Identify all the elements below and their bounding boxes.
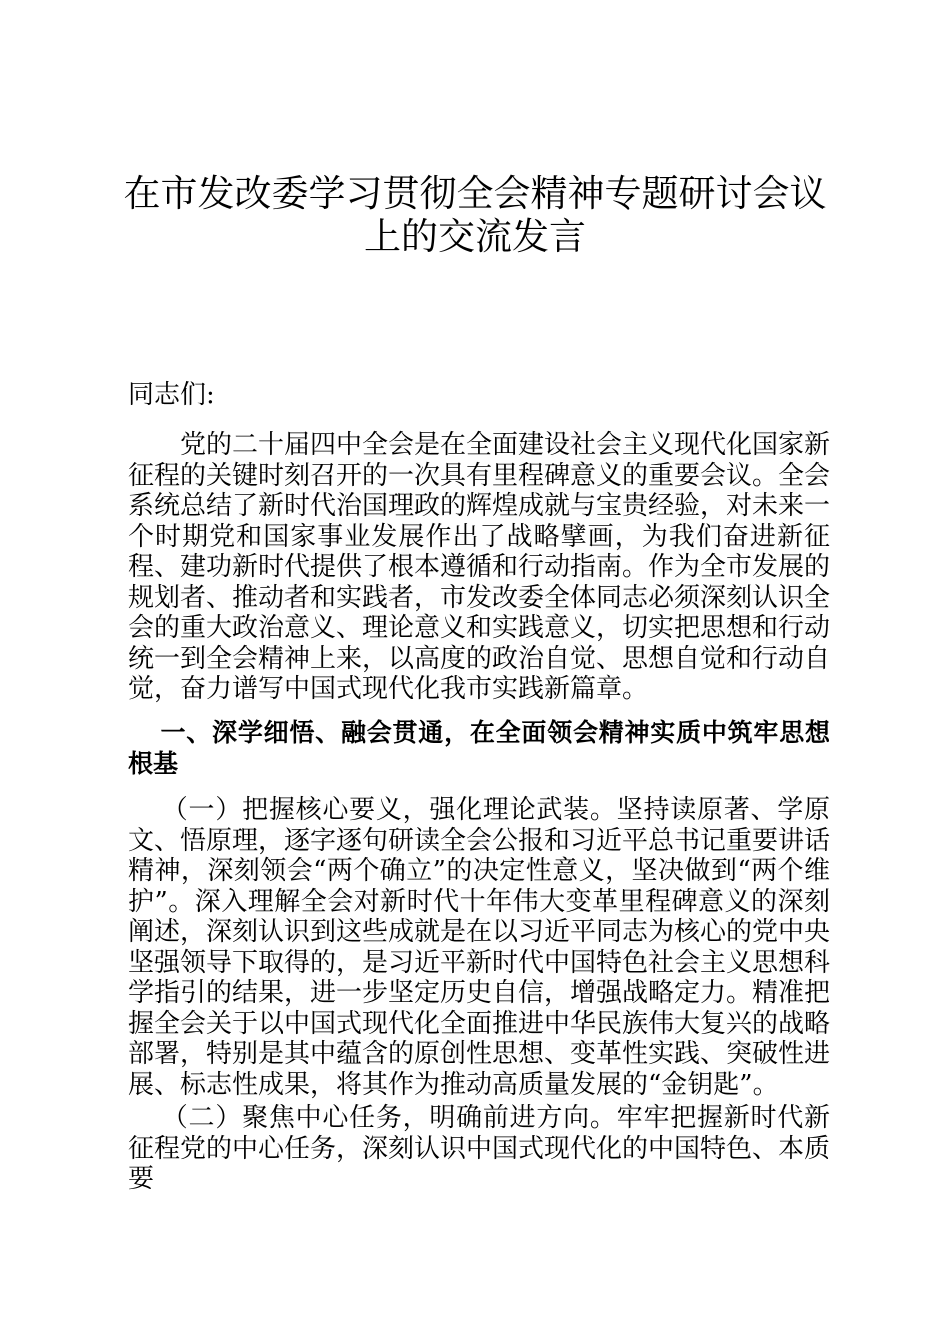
intro-paragraph: 党的二十届四中全会是在全面建设社会主义现代化国家新征程的关键时刻召开的一次具有里程碑意义的重要会议。全会系统总结了新时代治国理政的辉煌成就与宝贵经验，对未来一个时期党和国家事业发展作出了战略擘画，为我们奋进新征程、建功新时代提供了根本遵循和行动指南。作为全市发展的规划者、推动者和实践者，市发改委全体同志必须深刻认识全会的重大政治意义、理论意义和实践意义，切实把思想和行动统一到全会精神上来，以高度的政治自觉、思想自觉和行动自觉，奋力谱写中国式现代化我市实践新篇章。 (128, 430, 831, 704)
document-title: 在市发改委学习贯彻全会精神专题研讨会议上的交流发言 (123, 172, 827, 258)
salutation: 同志们: (128, 380, 215, 410)
sub-paragraph-2: （二）聚焦中心任务，明确前进方向。牢牢把握新时代新征程党的中心任务，深刻认识中国式现代化的中国特色、本质要 (128, 1103, 831, 1194)
section-heading-1: 一、深学细悟、融会贯通，在全面领会精神实质中筑牢思想根基 (128, 718, 830, 778)
sub-paragraph-1: （一）把握核心要义，强化理论武装。坚持读原著、学原文、悟原理，逐字逐句研读全会公报和习近平总书记重要讲话精神，深刻领会“两个确立”的决定性意义，坚决做到“两个维护”。深入理解全会对新时代十年伟大变革里程碑意义的深刻阐述，深刻认识到这些成就是在以习近平同志为核心的党中央坚强领导下取得的，是习近平新时代中国特色社会主义思想科学指引的结果，进一步坚定历史自信，增强战略定力。精准把握全会关于以中国式现代化全面推进中华民族伟大复兴的战略部署，特别是其中蕴含的原创性思想、变革性实践、突破性进展、标志性成果，将其作为推动高质量发展的“金钥匙”。 (128, 795, 831, 1100)
